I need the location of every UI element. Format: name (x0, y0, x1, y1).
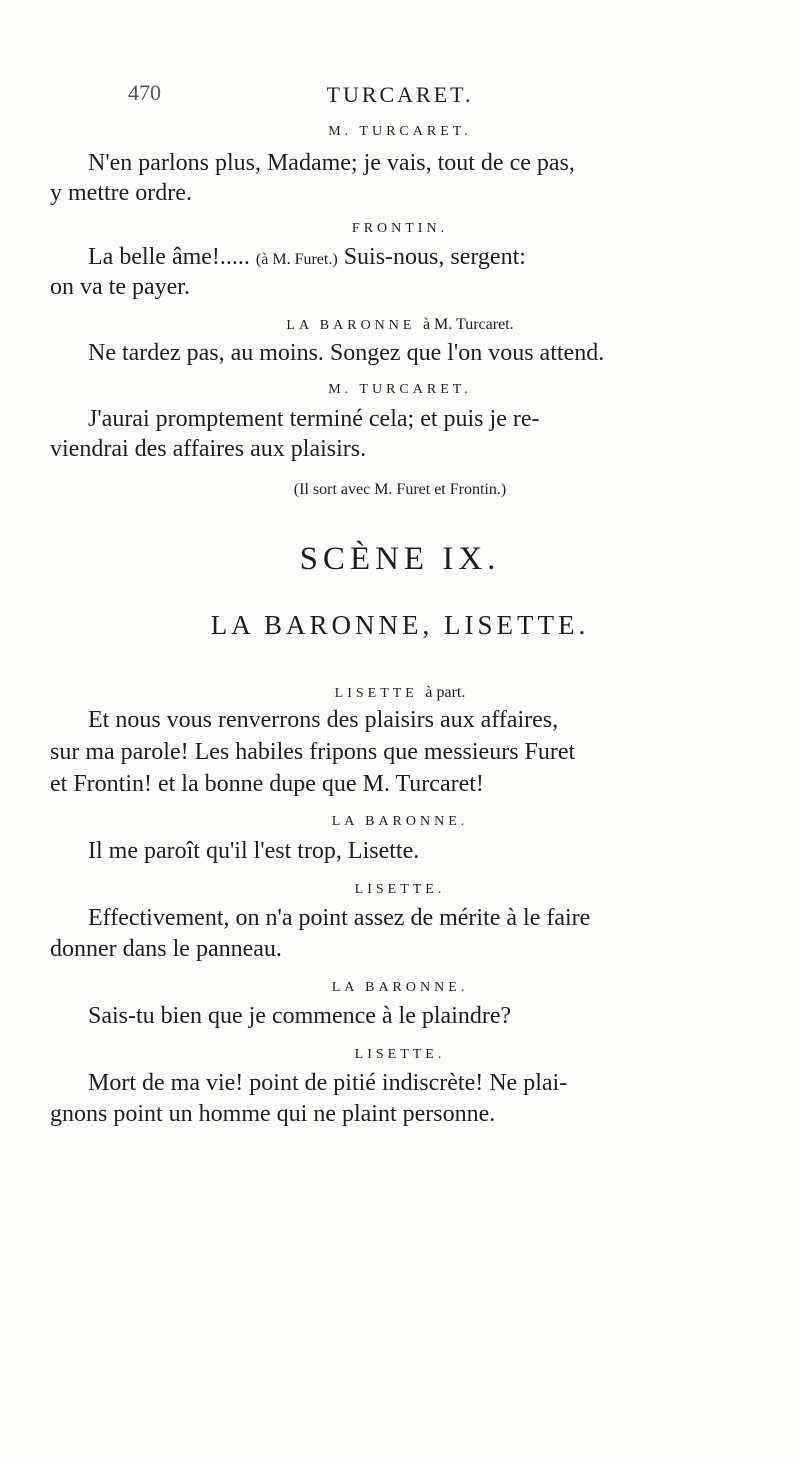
speech-line: y mettre ordre. (50, 180, 192, 206)
speech-line (88, 244, 526, 271)
speech-text: Suis-nous, sergent: (343, 244, 526, 270)
speech-line: on va te payer. (50, 274, 190, 300)
speaker-label: LISETTE (334, 686, 418, 701)
speech-line: Effectivement, on n'a point assez de mérite à le faire (88, 905, 591, 931)
speaker-name: FRONTIN. (351, 221, 449, 236)
speech-line: Et nous vous renverrons des plaisirs aux affaires, (88, 707, 559, 733)
running-title: TURCARET. (326, 82, 474, 107)
speaker-name: M. TURCARET. (328, 124, 472, 139)
page-number: 470 (128, 80, 161, 105)
speech-line: Il me paroît qu'il l'est trop, Lisette. (88, 838, 420, 864)
speaker-name (0, 684, 800, 702)
speaker-name (0, 316, 800, 334)
speech-text: La belle âme!..... (88, 244, 250, 270)
speech-line: Ne tardez pas, au moins. Songez que l'on vous attend. (88, 340, 605, 366)
speaker-name: M. TURCARET. (328, 382, 472, 397)
speaker-name: LA BARONNE. (331, 814, 469, 829)
speech-line: Mort de ma vie! point de pitié indiscrète! Ne plai- (88, 1070, 568, 1096)
scene-title: SCÈNE IX. (299, 541, 501, 577)
stage-direction: à M. Turcaret. (422, 316, 514, 333)
speech-line: viendrai des affaires aux plaisirs. (50, 436, 367, 462)
speech-line: gnons point un homme qui ne plaint personne. (50, 1101, 496, 1127)
speech-line: sur ma parole! Les habiles fripons que messieurs Furet (50, 739, 576, 765)
speaker-label: LA BARONNE (286, 318, 416, 333)
stage-direction: (Il sort avec M. Furet et Frontin.) (293, 481, 507, 498)
speech-line: Sais-tu bien que je commence à le plaindre? (88, 1003, 512, 1029)
speech-line: J'aurai promptement terminé cela; et puis je re- (88, 406, 540, 432)
speech-line: et Frontin! et la bonne dupe que M. Turcaret! (50, 771, 484, 797)
scene-characters: LA BARONNE, LISETTE. (210, 610, 590, 640)
speaker-name: LISETTE. (354, 1047, 446, 1062)
speech-line: N'en parlons plus, Madame; je vais, tout de ce pas, (88, 150, 575, 176)
stage-direction: à part. (425, 684, 466, 701)
speaker-name: LA BARONNE. (331, 980, 469, 995)
speech-line: donner dans le panneau. (50, 936, 282, 962)
stage-direction: (à M. Furet.) (255, 251, 338, 268)
speaker-name: LISETTE. (354, 882, 446, 897)
running-header (0, 80, 800, 110)
